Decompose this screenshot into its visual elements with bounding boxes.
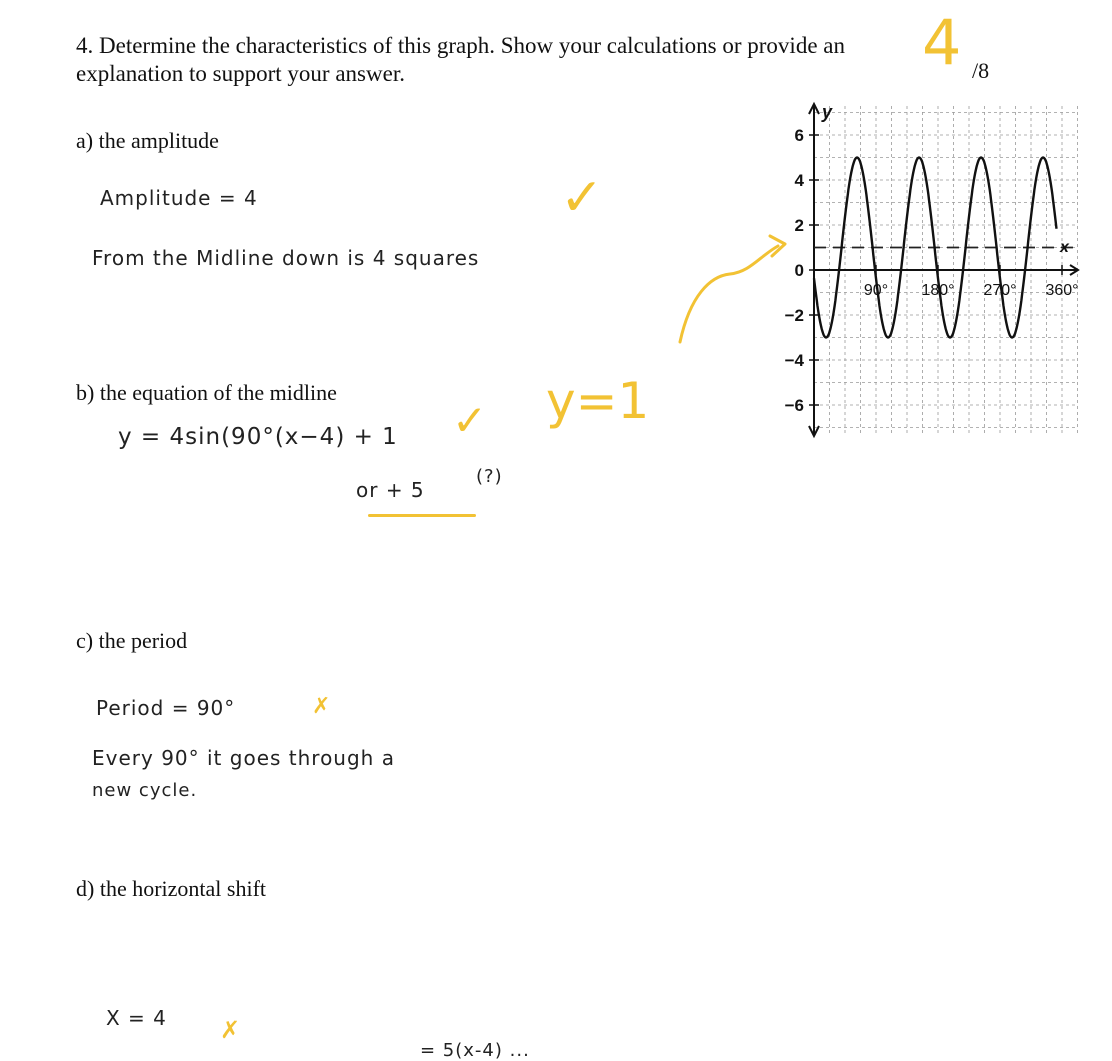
part-b-answer-2: or + 5 xyxy=(356,478,425,502)
question-line-2: explanation to support your answer. xyxy=(76,61,405,86)
part-d-x-mark: ✗ xyxy=(220,1016,241,1044)
y-axis-label: y xyxy=(822,102,833,122)
y-tick-label: −6 xyxy=(784,396,804,415)
x-tick-label: 90° xyxy=(863,282,889,299)
part-d-partial-text: = 5(x-4) ... xyxy=(420,1040,530,1061)
y-tick-label: 6 xyxy=(794,126,804,145)
part-b-question-mark: (?) xyxy=(476,466,503,487)
part-b-underline xyxy=(368,514,476,517)
part-a-answer-2: From the Midline down is 4 squares xyxy=(92,246,480,270)
graph-axes xyxy=(809,104,1078,436)
score-total: /8 xyxy=(972,58,990,83)
graph-tick-labels xyxy=(785,102,1079,415)
sinusoid-graph xyxy=(760,100,1080,440)
part-a-answer-1: Amplitude = 4 xyxy=(100,186,258,210)
part-d-answer-1: X = 4 xyxy=(106,1006,167,1030)
part-c-answer-2: Every 90° it goes through a xyxy=(92,746,395,770)
part-c-answer-1: Period = 90° xyxy=(96,696,236,720)
x-tick-label: 270° xyxy=(983,282,1017,299)
part-b-correction: y=1 xyxy=(546,372,650,430)
part-c-label: c) the period xyxy=(76,628,188,653)
y-tick-label: −2 xyxy=(784,306,804,325)
x-axis-label: x xyxy=(1060,239,1069,256)
part-b-label: b) the equation of the midline xyxy=(76,380,337,405)
x-tick-label: 180° xyxy=(921,282,955,299)
part-a-check-mark: ✓ xyxy=(560,168,604,228)
part-c-answer-3: new cycle. xyxy=(92,780,198,801)
part-b-check-mark: ✓ xyxy=(452,396,488,445)
part-c-x-mark: ✗ xyxy=(312,694,331,719)
y-tick-label: 2 xyxy=(794,216,804,235)
part-b-answer-1: y = 4sin(90°(x−4) + 1 xyxy=(118,424,398,450)
question-line-1: 4. Determine the characteristics of this graph. Show your calculations or provide an xyxy=(76,33,845,58)
y-tick-label: 0 xyxy=(794,261,804,280)
score-mark: 4 xyxy=(922,6,962,79)
part-d-label: d) the horizontal shift xyxy=(76,876,267,901)
x-tick-label: 360° xyxy=(1045,282,1079,299)
y-tick-label: 4 xyxy=(794,171,804,190)
part-a-label: a) the amplitude xyxy=(76,128,219,153)
y-tick-label: −4 xyxy=(784,351,804,370)
